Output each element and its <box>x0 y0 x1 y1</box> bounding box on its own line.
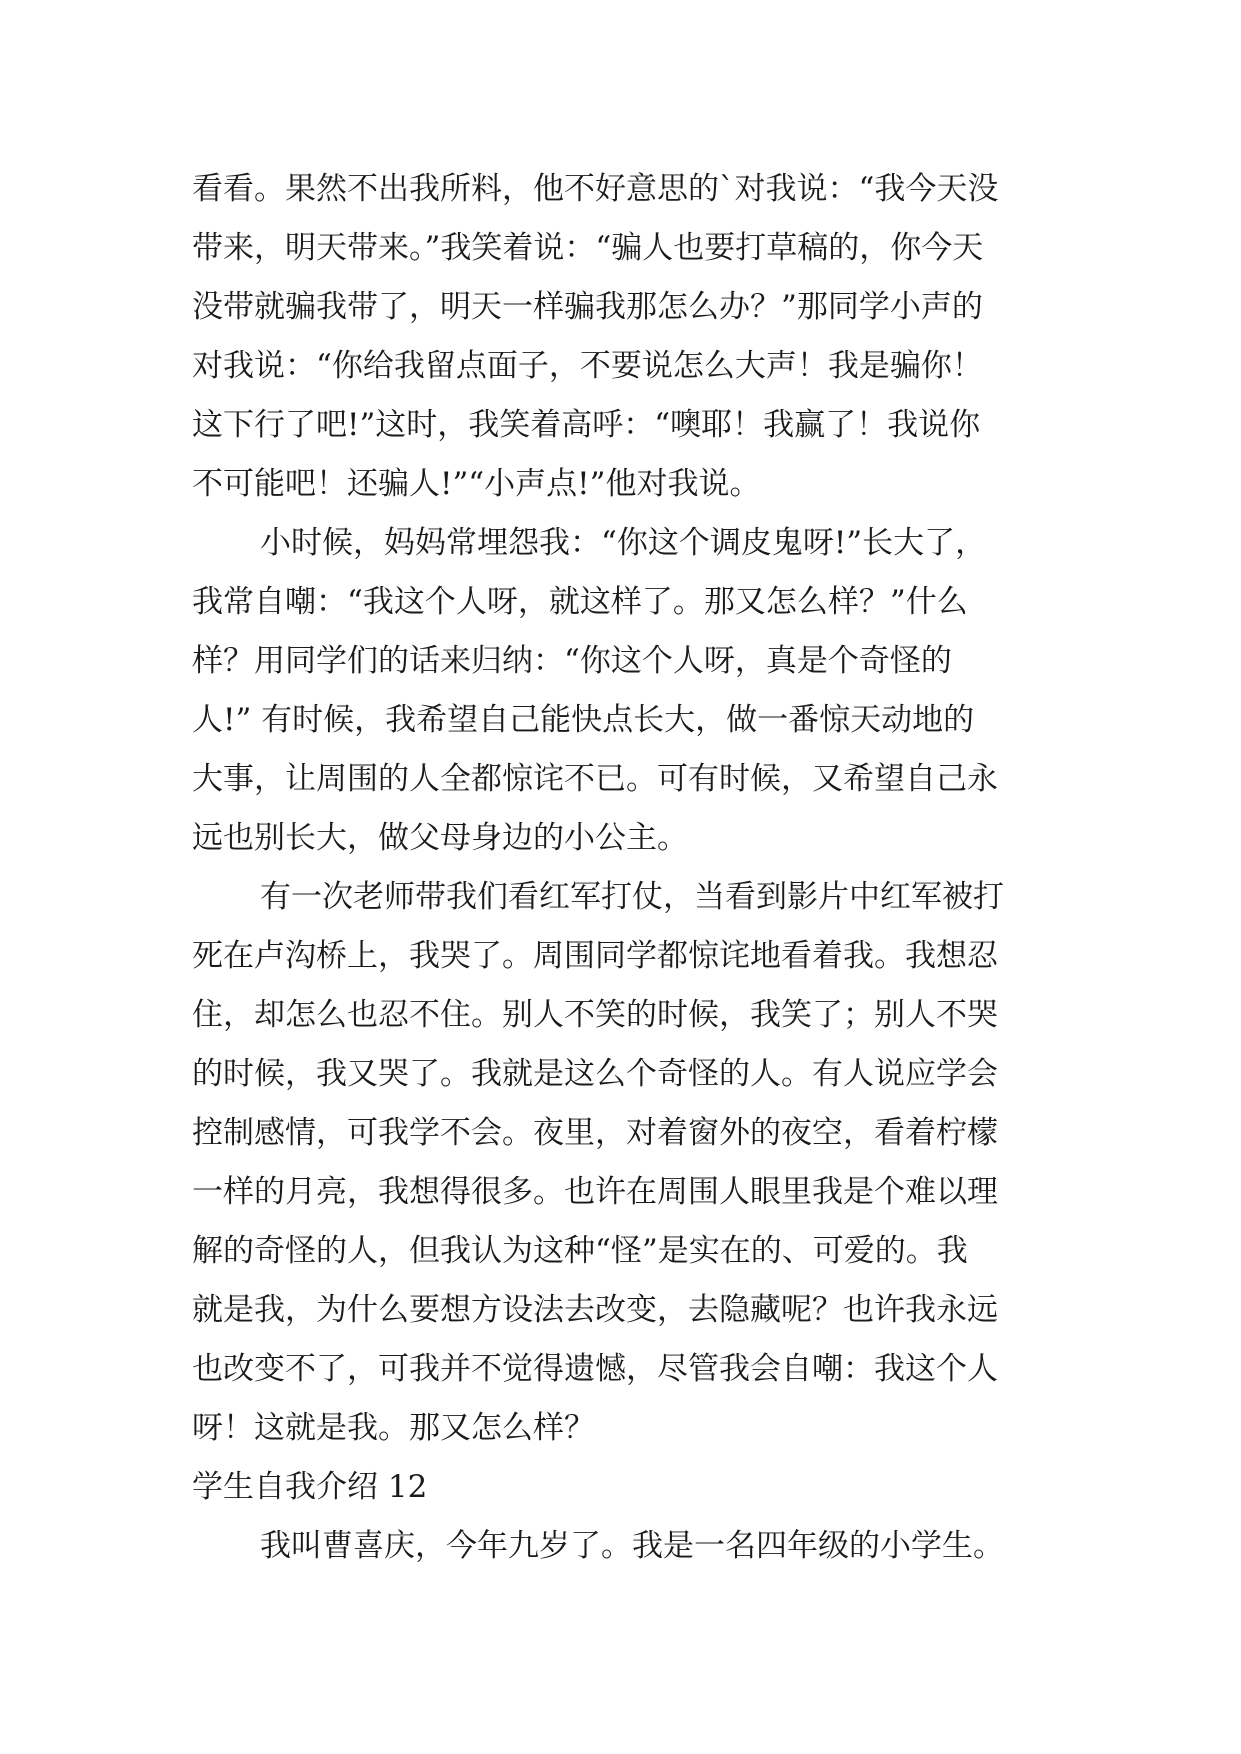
paragraph-line: 对我说：“你给我留点面子，不要说怎么大声！我是骗你！ <box>192 348 983 384</box>
paragraph-line: 样？用同学们的话来归纳：“你这个人呀，真是个奇怪的 <box>192 643 952 679</box>
paragraph-line: 不可能吧！还骗人!”“小声点!”他对我说。 <box>192 466 761 502</box>
paragraph-line: 呀！这就是我。那又怎么样？ <box>192 1410 595 1446</box>
paragraph-line: 一样的月亮，我想得很多。也许在周围人眼里我是个难以理 <box>192 1174 998 1210</box>
paragraph-line: 远也别长大，做父母身边的小公主。 <box>192 820 688 856</box>
paragraph-line: 也改变不了，可我并不觉得遗憾，尽管我会自嘲：我这个人 <box>192 1351 998 1387</box>
paragraph-line: 这下行了吧!”这时，我笑着高呼：“噢耶！我赢了！我说你 <box>192 407 981 443</box>
paragraph-line: 住，却怎么也忍不住。别人不笑的时候，我笑了；别人不哭 <box>192 997 998 1033</box>
paragraph-line: 死在卢沟桥上，我哭了。周围同学都惊诧地看着我。我想忍 <box>192 938 998 974</box>
paragraph-line: 控制感情，可我学不会。夜里，对着窗外的夜空，看着柠檬 <box>192 1115 998 1151</box>
paragraph-line: 有一次老师带我们看红军打仗，当看到影片中红军被打 <box>260 879 1004 915</box>
paragraph-line: 人!” 有时候，我希望自己能快点长大，做一番惊天动地的 <box>192 702 975 738</box>
paragraph-line: 看看。果然不出我所料，他不好意思的`对我说：“我今天没 <box>192 171 999 207</box>
paragraph-line: 没带就骗我带了，明天一样骗我那怎么办？”那同学小声的 <box>192 289 983 325</box>
paragraph-line: 小时候，妈妈常埋怨我：“你这个调皮鬼呀!”长大了， <box>260 525 987 561</box>
paragraph-line: 的时候，我又哭了。我就是这么个奇怪的人。有人说应学会 <box>192 1056 998 1092</box>
paragraph-line: 我叫曹喜庆，今年九岁了。我是一名四年级的小学生。 <box>260 1528 1004 1564</box>
paragraph-line: 我常自嘲：“我这个人呀，就这样了。那又怎么样？”什么 <box>192 584 968 620</box>
paragraph-line: 带来，明天带来。”我笑着说：“骗人也要打草稿的，你今天 <box>192 230 984 266</box>
section-heading: 学生自我介绍 12 <box>192 1469 428 1505</box>
paragraph-line: 解的奇怪的人，但我认为这种“怪”是实在的、可爱的。我 <box>192 1233 968 1269</box>
paragraph-line: 就是我，为什么要想方设法去改变，去隐藏呢？也许我永远 <box>192 1292 998 1328</box>
paragraph-line: 大事，让周围的人全都惊诧不已。可有时候，又希望自己永 <box>192 761 998 797</box>
document-body <box>192 160 1072 1576</box>
